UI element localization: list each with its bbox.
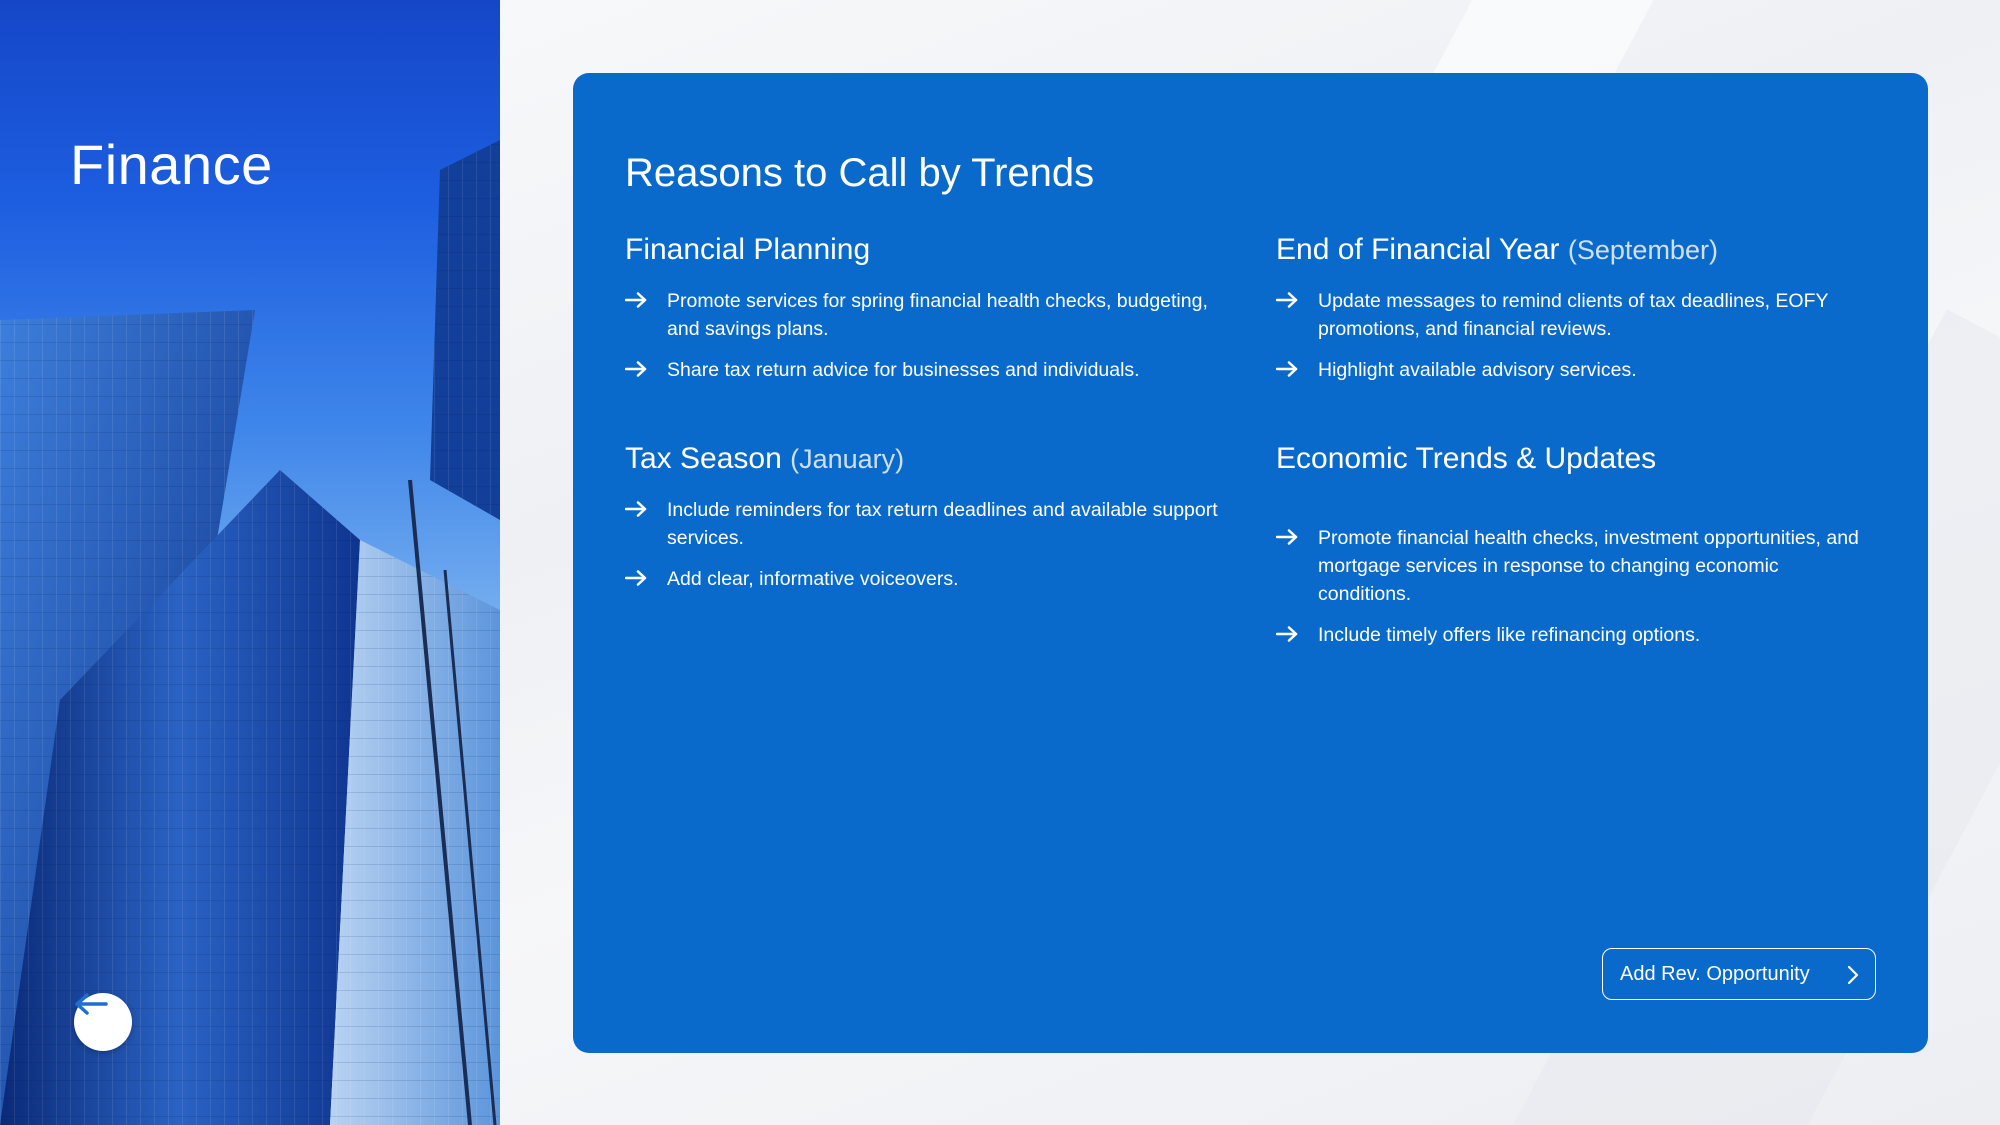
arrow-right-icon [625,496,667,522]
bullet-text: Update messages to remind clients of tax deadlines, EOFY promotions, and financial reviews. [1318,290,1829,340]
bullet-list [625,287,1225,384]
arrow-right-icon [1276,621,1318,647]
list-item [1276,356,1876,384]
arrow-right-icon [625,287,667,313]
section-heading [1276,442,1876,476]
arrow-right-icon [1276,524,1318,550]
list-item [625,356,1225,384]
list-item [625,287,1225,343]
list-item [1276,621,1876,649]
arrow-right-icon [1276,287,1318,313]
section-heading [1276,233,1876,267]
bullet-list [1276,287,1876,384]
bullet-text: Promote financial health checks, investment opportunities, and mortgage services in response to changing economic conditions. [1318,527,1859,605]
add-button-label: Add Rev. Opportunity [1620,962,1810,985]
finance-hero-image [0,0,500,1125]
chevron-right-icon [1847,965,1859,985]
back-button[interactable] [74,993,132,1051]
list-item [1276,287,1876,343]
arrow-right-icon [625,565,667,591]
arrow-left-icon [74,993,108,1015]
section-financial-planning [625,233,1225,397]
arrow-right-icon [625,356,667,382]
bullet-text: Promote services for spring financial health checks, budgeting, and savings plans. [667,290,1208,340]
section-heading-text: Tax Season [625,442,782,475]
section-economic-trends [1276,442,1876,662]
list-item [625,565,1225,593]
panel-title: Finance [70,133,273,196]
bullet-text: Include timely offers like refinancing options. [1318,624,1701,646]
bullet-text: Include reminders for tax return deadlines and available support services. [667,499,1218,549]
section-heading [625,233,1225,267]
arrow-right-icon [1276,356,1318,382]
bullet-text: Add clear, informative voiceovers. [667,568,959,590]
bullet-list [625,496,1225,593]
list-item [1276,524,1876,608]
bullet-text: Highlight available advisory services. [1318,359,1637,381]
list-item [625,496,1225,552]
section-heading-note: (September) [1567,235,1718,265]
add-rev-opportunity-button[interactable] [1602,948,1876,1000]
section-heading [625,442,1225,476]
bullet-text: Share tax return advice for businesses and individuals. [667,359,1140,381]
trends-card [573,73,1928,1053]
section-heading-note: (January) [790,444,905,474]
card-title: Reasons to Call by Trends [625,151,1095,195]
section-heading-text: Economic Trends & Updates [1276,442,1657,475]
bullet-list [1276,524,1876,649]
section-heading-text: End of Financial Year [1276,233,1560,266]
section-heading-text: Financial Planning [625,233,871,266]
section-tax-season [625,442,1225,606]
section-end-of-financial-year [1276,233,1876,397]
